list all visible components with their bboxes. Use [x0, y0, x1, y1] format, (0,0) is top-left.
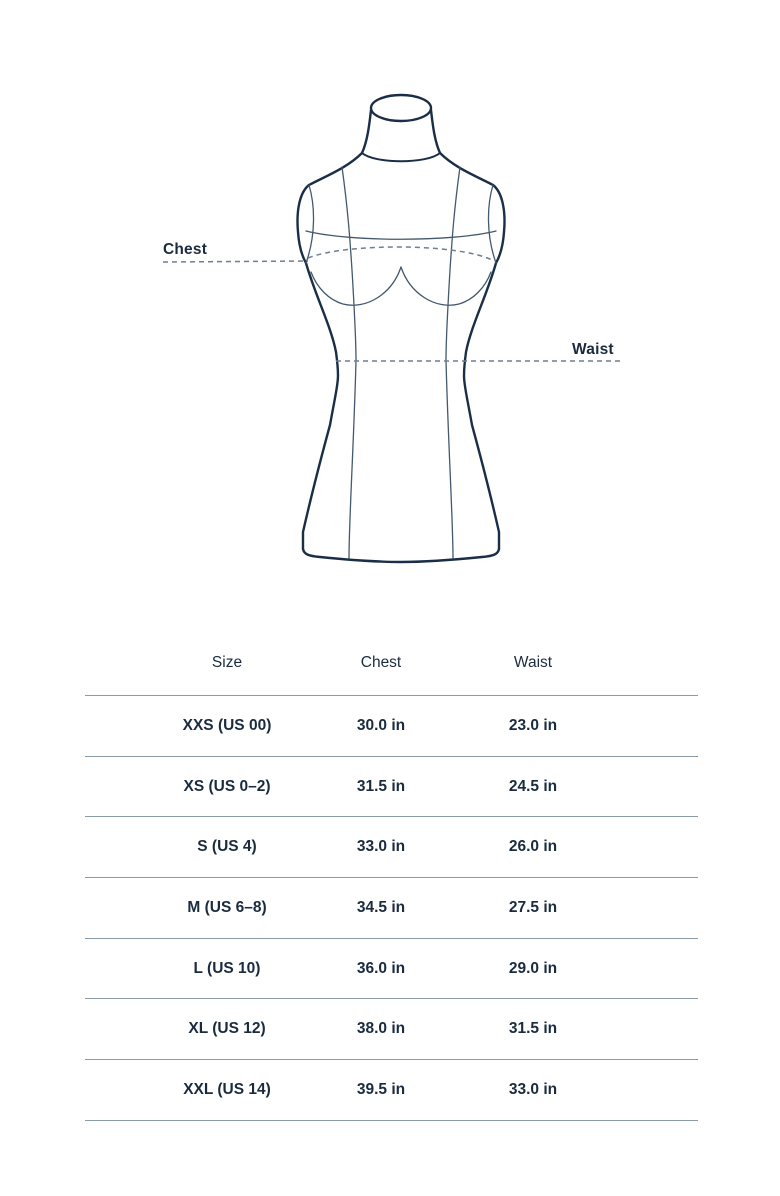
waist-cell: 26.0 in: [508, 838, 558, 856]
chest-ellipse-back-arc: [306, 231, 496, 239]
size-cell: XS (US 0–2): [183, 777, 271, 795]
table-header-row: [85, 630, 698, 696]
waist-cell: 33.0 in: [508, 1080, 558, 1098]
table-row: [85, 999, 698, 1060]
size-cell: XXL (US 14): [183, 1080, 271, 1098]
neck-right-line: [431, 110, 440, 153]
table-row: [85, 817, 698, 878]
size-cell: L (US 10): [193, 959, 261, 977]
left-bust-curve: [311, 267, 401, 305]
chest-cell: 36.0 in: [356, 959, 406, 977]
right-side: [464, 263, 499, 549]
size-cell: XXS (US 00): [182, 716, 272, 734]
size-cell: M (US 6–8): [187, 898, 267, 916]
left-shoulder: [309, 153, 362, 185]
waist-cell: 27.5 in: [508, 898, 558, 916]
waist-cell: 29.0 in: [508, 959, 558, 977]
chest-cell: 39.5 in: [356, 1080, 406, 1098]
chest-cell: 34.5 in: [356, 898, 406, 916]
chest-cell: 33.0 in: [356, 838, 406, 856]
waist-measure-label: Waist: [572, 341, 614, 358]
measurement-lines: [163, 247, 620, 361]
left-arm-outer: [297, 185, 309, 263]
neck-base-curve: [362, 153, 440, 161]
table-row: [85, 1060, 698, 1121]
waist-cell: 24.5 in: [508, 777, 558, 795]
right-bust-curve: [401, 267, 491, 305]
size-cell: S (US 4): [197, 838, 257, 856]
chest-ellipse-front-arc: [308, 247, 492, 260]
column-header-waist: Waist: [513, 653, 553, 671]
bottom-hem: [303, 549, 499, 562]
table-body: [85, 696, 698, 1121]
chest-cell: 31.5 in: [356, 777, 406, 795]
neck-top-ellipse: [371, 95, 431, 121]
column-header-size: Size: [211, 653, 243, 671]
waist-cell: 31.5 in: [508, 1020, 558, 1038]
table-row: [85, 696, 698, 757]
waist-cell: 23.0 in: [508, 716, 558, 734]
chest-cell: 38.0 in: [356, 1020, 406, 1038]
right-shoulder: [440, 153, 493, 185]
chest-leader-line: [163, 261, 308, 262]
right-armhole-seam: [488, 185, 496, 263]
left-armhole-seam: [306, 185, 314, 263]
right-arm-outer: [493, 185, 505, 263]
right-princess-seam: [446, 167, 460, 558]
table-row: [85, 757, 698, 818]
left-princess-seam: [342, 167, 356, 558]
torso-outline: [297, 95, 504, 562]
dress-form-illustration: [140, 80, 640, 585]
seam-lines: [306, 167, 496, 558]
column-header-chest: Chest: [360, 653, 402, 671]
left-side: [303, 263, 338, 549]
neck-left-line: [362, 110, 371, 153]
chest-cell: 30.0 in: [356, 716, 406, 734]
table-row: [85, 939, 698, 1000]
chest-measure-label: Chest: [163, 241, 208, 258]
size-cell: XL (US 12): [188, 1020, 266, 1038]
size-chart-table: [85, 630, 698, 1121]
table-row: [85, 878, 698, 939]
